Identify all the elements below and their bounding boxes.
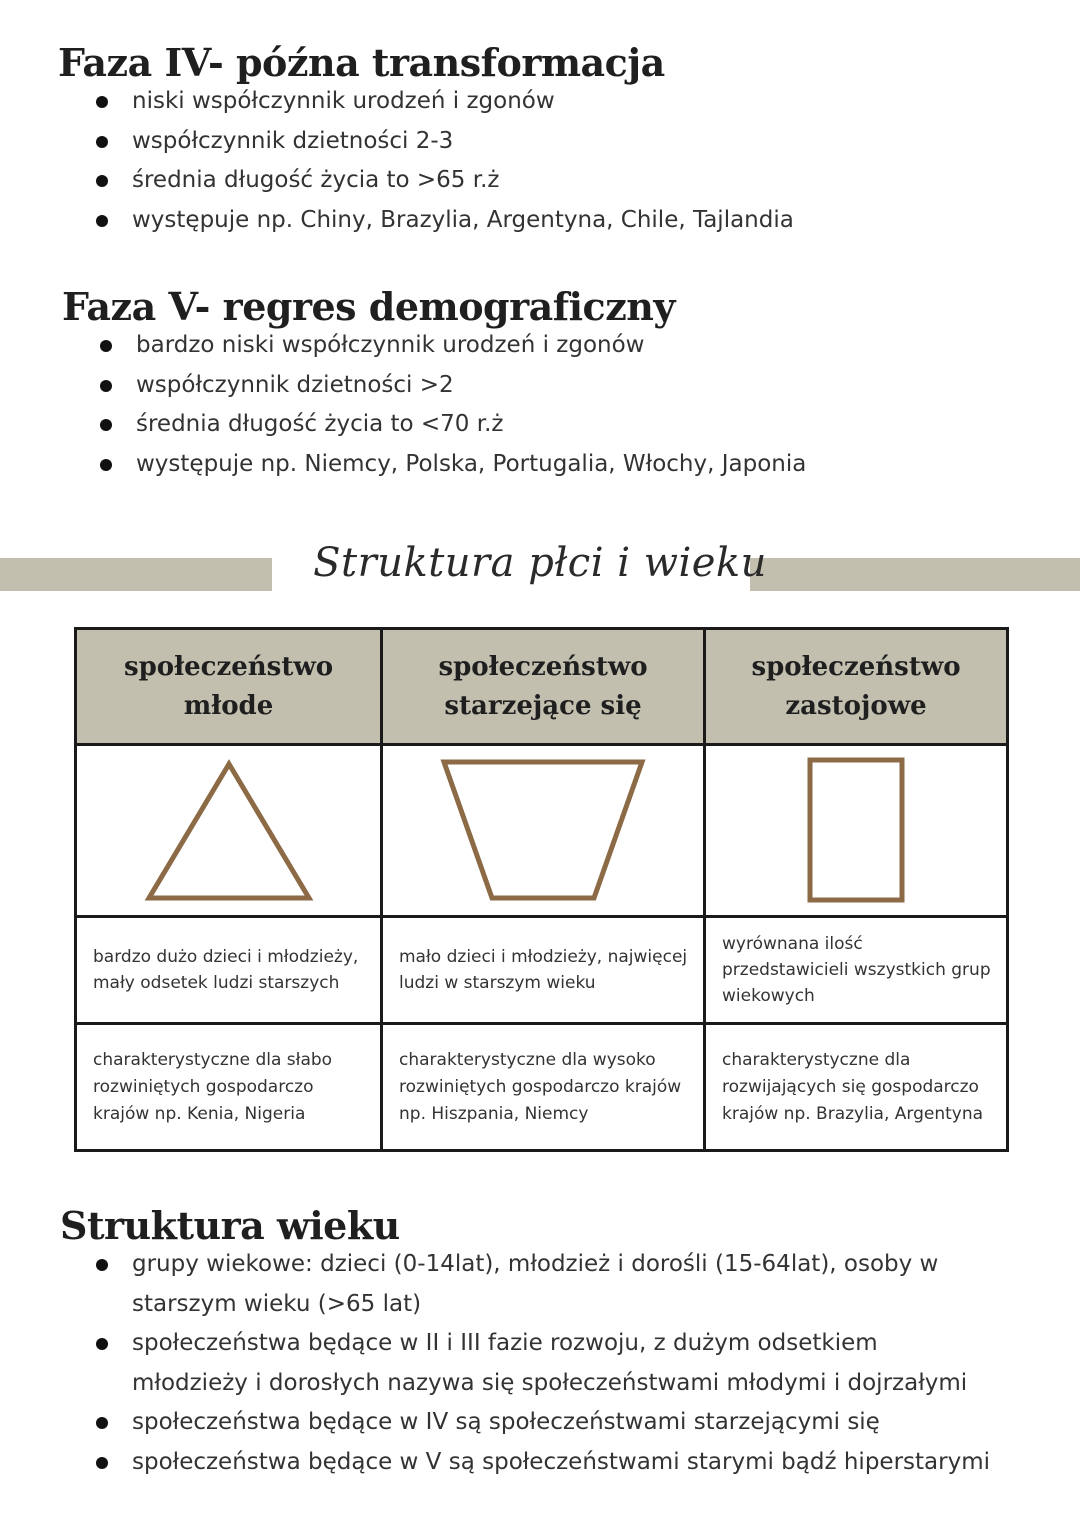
triangle-pyramid-icon [143,758,315,904]
column-header-line: społeczeństwo [751,651,961,682]
example-cell: charakterystyczne dla słabo rozwiniętych gospodarczo krajów np. Kenia, Nigeria [76,1024,382,1151]
section-title: Struktura płci i wieku [313,540,767,586]
phase5-title: Faza V- regres demograficzny [62,284,675,329]
age-structure-title: Struktura wieku [60,1203,400,1248]
age-structure-bullet-list [94,1245,994,1482]
description-cell: wyrównana ilość przedstawicieli wszystkich grup wiekowych [705,917,1008,1024]
list-item: społeczeństwa będące w V są społeczeństwami starymi bądź hiperstarymi [94,1443,994,1483]
list-item: średnia długość życia to <70 r.ż [98,405,806,445]
table-row [76,917,1008,1024]
phase4-title: Faza IV- późna transformacja [58,40,665,85]
example-cell: charakterystyczne dla rozwijających się gospodarczo krajów np. Brazylia, Argentyna [705,1024,1008,1151]
list-item: współczynnik dzietności 2-3 [94,122,794,162]
list-item: grupy wiekowe: dzieci (0-14lat), młodzież i dorośli (15-64lat), osoby w starszym wieku (>65 lat) [94,1245,994,1324]
phase4-bullet-list [94,82,794,240]
table-row [76,1024,1008,1151]
list-item: występuje np. Niemcy, Polska, Portugalia, Włochy, Japonia [98,445,806,485]
table-row [76,745,1008,917]
column-header-stagnant [705,629,1008,745]
phase5-bullet-list [98,326,806,484]
list-item: średnia długość życia to >65 r.ż [94,161,794,201]
column-header-aging [382,629,705,745]
table-header-row [76,629,1008,745]
list-item: niski współczynnik urodzeń i zgonów [94,82,794,122]
rectangle-pyramid-icon [806,756,906,906]
list-item: występuje np. Chiny, Brazylia, Argentyna, Chile, Tajlandia [94,201,794,241]
column-header-line: starzejące się [444,690,642,721]
description-cell: bardzo dużo dzieci i młodzieży, mały odsetek ludzi starszych [76,917,382,1024]
inverted-trapezoid-pyramid-icon [440,756,646,906]
list-item: bardzo niski współczynnik urodzeń i zgonów [98,326,806,366]
column-header-line: młode [183,690,274,721]
list-item: społeczeństwa będące w IV są społeczeństwami starzejącymi się [94,1403,994,1443]
example-cell: charakterystyczne dla wysoko rozwiniętych gospodarczo krajów np. Hiszpania, Niemcy [382,1024,705,1151]
list-item: społeczeństwa będące w II i III fazie rozwoju, z dużym odsetkiem młodzieży i dorosłych nazywa się społeczeństwami młodymi i dojrzałymi [94,1324,994,1403]
list-item: współczynnik dzietności >2 [98,366,806,406]
shape-cell [705,745,1008,917]
shape-cell [382,745,705,917]
age-structure-table [74,627,1009,1152]
shape-cell [76,745,382,917]
column-header-young [76,629,382,745]
column-header-line: społeczeństwo [438,651,648,682]
description-cell: mało dzieci i młodzieży, najwięcej ludzi w starszym wieku [382,917,705,1024]
column-header-line: społeczeństwo [123,651,334,682]
column-header-line: zastojowe [785,690,927,721]
